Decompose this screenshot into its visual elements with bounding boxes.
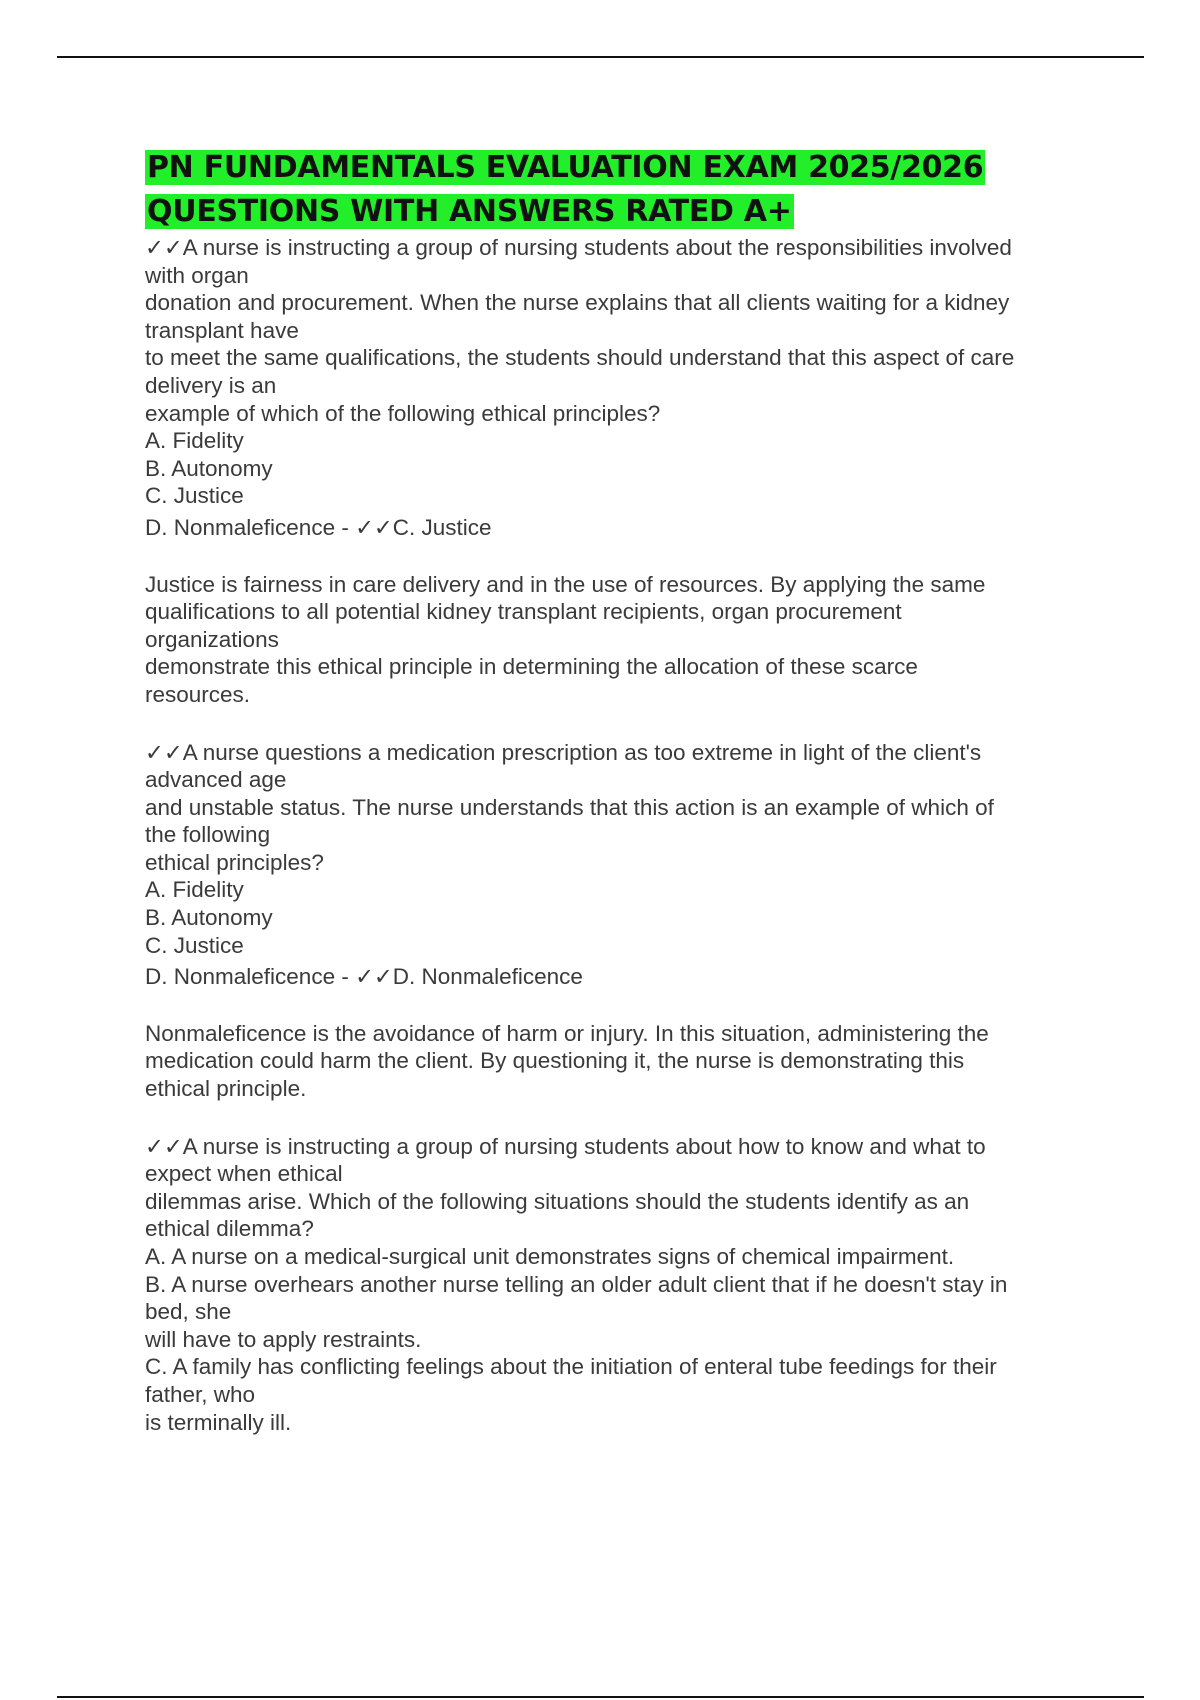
question-stem-line: ethical dilemma? — [145, 1216, 314, 1242]
explanation-line: demonstrate this ethical principle in determining the allocation of these scarce — [145, 654, 918, 680]
question-stem-line: with organ — [145, 262, 249, 288]
explanation-line: resources. — [145, 681, 251, 707]
answer-option: C. A family has conflicting feelings about the initiation of enteral tube feedings for their — [145, 1354, 997, 1380]
answer-option: A. Fidelity — [145, 877, 244, 903]
question-stem-line: ethical principles? — [145, 849, 324, 875]
answer-option: will have to apply restraints. — [145, 1326, 422, 1352]
explanation-line: organizations — [145, 626, 279, 652]
question-stem-line: delivery is an — [145, 372, 277, 398]
page-top-rule — [57, 56, 1144, 58]
answer-option: is terminally ill. — [145, 1409, 292, 1435]
question-stem-line: example of which of the following ethical principles? — [145, 400, 661, 426]
answer-option: A. A nurse on a medical-surgical unit demonstrates signs of chemical impairment. — [145, 1244, 955, 1269]
title-line-1: PN FUNDAMENTALS EVALUATION EXAM 2025/2026 — [147, 150, 984, 185]
answer-option: bed, she — [145, 1299, 232, 1325]
explanation-line: ethical principle. — [145, 1076, 307, 1102]
question-stem-line: transplant have — [145, 317, 299, 343]
question-stem-line: ✓✓A nurse is instructing a group of nursing students about the responsibilities involved — [145, 235, 1012, 260]
question-stem-line: the following — [145, 822, 271, 848]
question-stem-line: ✓✓A nurse questions a medication prescription as too extreme in light of the client's — [145, 739, 982, 765]
answer-option: B. Autonomy — [145, 905, 273, 931]
question-stem-line: advanced age — [145, 767, 287, 793]
question-stem-line: ✓✓A nurse is instructing a group of nursing students about how to know and what to — [145, 1133, 986, 1159]
title-line-2: QUESTIONS WITH ANSWERS RATED A+ — [147, 194, 792, 229]
answer-option: C. Justice — [145, 932, 244, 958]
answer-line: D. Nonmaleficence - ✓✓C. Justice — [145, 514, 492, 540]
answer-option: father, who — [145, 1381, 256, 1407]
answer-option: A. Fidelity — [145, 428, 244, 454]
answer-option: B. Autonomy — [145, 455, 273, 481]
answer-option: C. Justice — [145, 483, 244, 509]
document-content — [145, 146, 1095, 1436]
document-title — [145, 146, 1095, 234]
question-stem-line: dilemmas arise. Which of the following situations should the students identify as an — [145, 1188, 970, 1214]
question-stem-line: donation and procurement. When the nurse explains that all clients waiting for a kidney — [145, 290, 1010, 316]
answer-line: D. Nonmaleficence - ✓✓D. Nonmaleficence — [145, 964, 583, 990]
answer-option: B. A nurse overhears another nurse telling an older adult client that if he doesn't stay in — [145, 1271, 1008, 1297]
explanation-line: qualifications to all potential kidney transplant recipients, organ procurement — [145, 599, 902, 625]
question-block-2 — [145, 739, 1095, 1103]
question-stem-line: and unstable status. The nurse understands that this action is an example of which of — [145, 794, 994, 820]
explanation-line: Nonmaleficence is the avoidance of harm or injury. In this situation, administering the — [145, 1020, 989, 1046]
question-stem-line: to meet the same qualifications, the students should understand that this aspect of care — [145, 345, 1015, 371]
question-block-3 — [145, 1133, 1095, 1437]
explanation-line: medication could harm the client. By questioning it, the nurse is demonstrating this — [145, 1048, 965, 1074]
question-block-1 — [145, 234, 1095, 709]
page-bottom-rule — [57, 1696, 1144, 1698]
explanation-line: Justice is fairness in care delivery and in the use of resources. By applying the same — [145, 571, 986, 597]
question-stem-line: expect when ethical — [145, 1161, 343, 1187]
